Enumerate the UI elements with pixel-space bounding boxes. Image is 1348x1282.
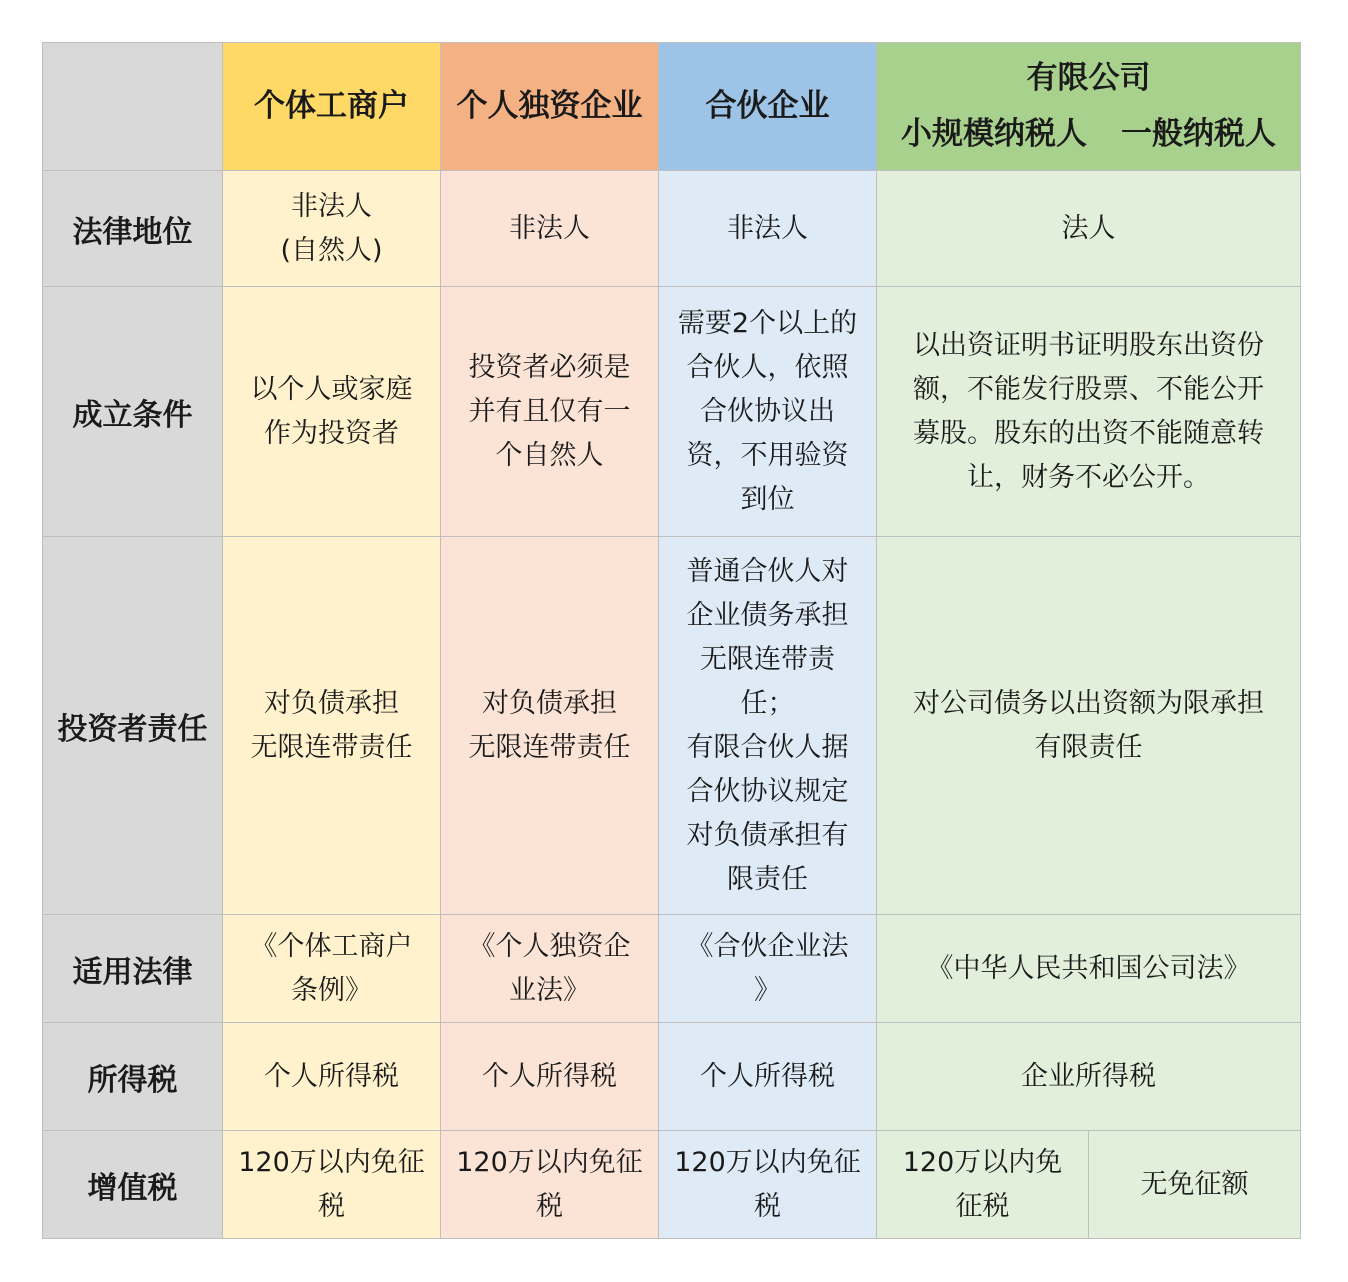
- header-row: [43, 43, 1301, 171]
- cell: 120万以内免征 税: [441, 1131, 659, 1239]
- header-corner: [43, 43, 223, 171]
- cell-small-scale: 120万以内免 征税: [877, 1131, 1089, 1239]
- general-taxpayer-label: 一般纳税人: [1121, 115, 1276, 152]
- row-label: 增值税: [43, 1131, 223, 1239]
- row-income-tax: [43, 1023, 1301, 1131]
- cell: 《个体工商户 条例》: [223, 915, 441, 1023]
- row-legal-status: [43, 171, 1301, 287]
- cell: 对负债承担 无限连带责任: [223, 537, 441, 915]
- cell: 法人: [877, 171, 1301, 287]
- row-vat: [43, 1131, 1301, 1239]
- limited-company-title: 有限公司: [1026, 59, 1151, 96]
- row-liability: [43, 537, 1301, 915]
- cell: 以出资证明书证明股东出资份 额，不能发行股票、不能公开 募股。股东的出资不能随意转 让，财务不必公开。: [877, 287, 1301, 537]
- header-limited-company: [877, 43, 1301, 171]
- row-label: 成立条件: [43, 287, 223, 537]
- header-sole-proprietorship: 个人独资企业: [441, 43, 659, 171]
- small-scale-taxpayer-label: 小规模纳税人: [901, 115, 1087, 152]
- cell: 普通合伙人对 企业债务承担 无限连带责 任； 有限合伙人据 合伙协议规定 对负债承担有 限责任: [659, 537, 877, 915]
- cell: 投资者必须是 并有且仅有一 个自然人: [441, 287, 659, 537]
- cell: 非法人: [441, 171, 659, 287]
- cell: 《合伙企业法 》: [659, 915, 877, 1023]
- cell: 以个人或家庭 作为投资者: [223, 287, 441, 537]
- cell: 《中华人民共和国公司法》: [877, 915, 1301, 1023]
- row-label: 所得税: [43, 1023, 223, 1131]
- row-label: 适用法律: [43, 915, 223, 1023]
- cell-general: 无免征额: [1089, 1131, 1301, 1239]
- row-label: 法律地位: [43, 171, 223, 287]
- cell: 120万以内免征 税: [223, 1131, 441, 1239]
- cell: 对负债承担 无限连带责任: [441, 537, 659, 915]
- cell: 个人所得税: [223, 1023, 441, 1131]
- header-individual-business: 个体工商户: [223, 43, 441, 171]
- row-establishment: [43, 287, 1301, 537]
- cell: 个人所得税: [659, 1023, 877, 1131]
- cell: 《个人独资企 业法》: [441, 915, 659, 1023]
- cell: 个人所得税: [441, 1023, 659, 1131]
- cell: 对公司债务以出资额为限承担 有限责任: [877, 537, 1301, 915]
- cell: 非法人 (自然人): [223, 171, 441, 287]
- cell: 120万以内免征 税: [659, 1131, 877, 1239]
- header-partnership: 合伙企业: [659, 43, 877, 171]
- row-applicable-law: [43, 915, 1301, 1023]
- cell: 企业所得税: [877, 1023, 1301, 1131]
- cell: 需要2个以上的 合伙人，依照 合伙协议出 资，不用验资 到位: [659, 287, 877, 537]
- comparison-table: [42, 42, 1301, 1239]
- cell: 非法人: [659, 171, 877, 287]
- row-label: 投资者责任: [43, 537, 223, 915]
